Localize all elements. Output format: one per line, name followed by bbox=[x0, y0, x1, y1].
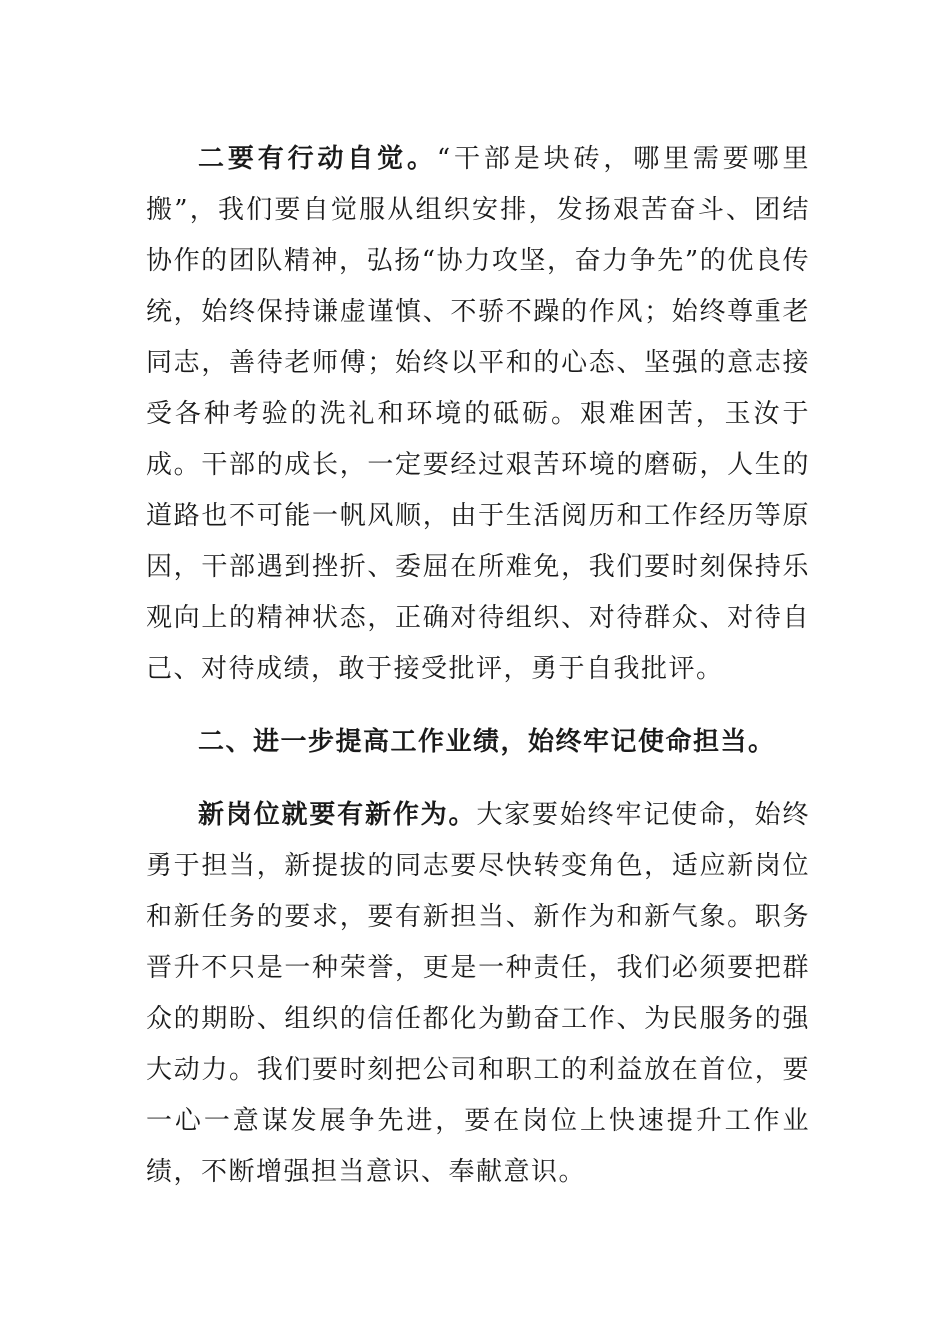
paragraph-new-role bbox=[146, 790, 810, 1198]
document-body bbox=[146, 134, 810, 1198]
paragraph-text: “干部是块砖，哪里需要哪里搬”，我们要自觉服从组织安排，发扬艰苦奋斗、团结协作的团队精神，弘扬“协力攻坚，奋力争先”的优良传统，始终保持谦虚谨慎、不骄不躁的作风；始终尊重老同志，善待老师傅；始终以平和的心态、坚强的意志接受各种考验的洗礼和环境的砥砺。艰难困苦，玉汝于成。干部的成长，一定要经过艰苦环境的磨砺，人生的道路也不可能一帆风顺，由于生活阅历和工作经历等原因，干部遇到挫折、委屈在所难免，我们要时刻保持乐观向上的精神状态，正确对待组织、对待群众、对待自己、对待成绩，敢于接受批评，勇于自我批评。 bbox=[146, 144, 810, 684]
paragraph-lead: 新岗位就要有新作为。 bbox=[198, 800, 477, 830]
paragraph-text: 大家要始终牢记使命，始终勇于担当，新提拔的同志要尽快转变角色，适应新岗位和新任务的要求，要有新担当、新作为和新气象。职务晋升不只是一种荣誉，更是一种责任，我们必须要把群众的期盼、组织的信任都化为勤奋工作、为民服务的强大动力。我们要时刻把公司和职工的利益放在首位，要一心一意谋发展争先进，要在岗位上快速提升工作业绩，不断增强担当意识、奉献意识。 bbox=[146, 800, 810, 1187]
paragraph-lead: 二要有行动自觉。 bbox=[198, 144, 437, 174]
section-heading: 二、进一步提高工作业绩，始终牢记使命担当。 bbox=[198, 727, 776, 757]
paragraph-action-awareness bbox=[146, 134, 810, 695]
